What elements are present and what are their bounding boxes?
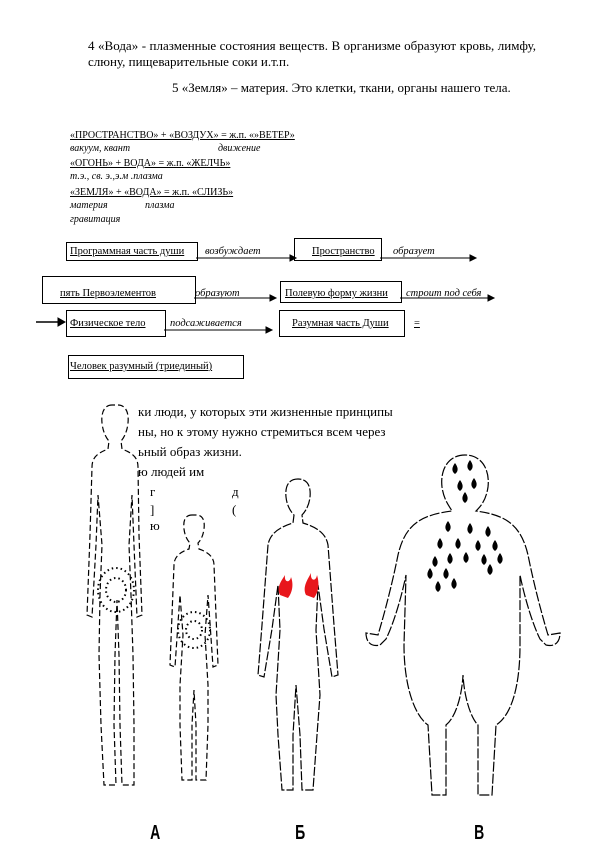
- figure-label-b: Б: [295, 822, 306, 844]
- flow-equals: =: [414, 318, 420, 329]
- formula-bile: «ОГОНЬ» + ВОДА» = ж.п. «ЖЕЛЧЬ»: [70, 158, 231, 169]
- figure-label-a: А: [150, 822, 161, 844]
- figure-b-body: [258, 479, 338, 790]
- flow-human: Человек разумный (триединый): [70, 361, 213, 372]
- formula-mucus-note-a: материя: [70, 200, 108, 211]
- cut-line-1: ки люди, у которых эти жизненные принципы: [138, 404, 393, 419]
- paragraph-earth: 5 «Земля» – материя. Это клетки, ткани, органы нашего тела.: [172, 80, 511, 95]
- cut-line-8: (: [232, 502, 237, 517]
- cut-line-9: ю: [150, 518, 160, 533]
- figure-a2-body: [170, 515, 218, 780]
- flow-field-form: Полевую форму жизни: [285, 288, 388, 299]
- flow-builds: строит под себя: [406, 288, 482, 299]
- cut-line-4: ю людей им: [138, 464, 205, 479]
- formula-mucus: «ЗЕМЛЯ» + «ВОДА» = ж.п. «СЛИЗЬ»: [70, 187, 234, 198]
- figures: [0, 395, 595, 815]
- flow-forms1: образует: [393, 246, 435, 257]
- cut-line-5: г: [150, 484, 156, 499]
- flow-forms2: образуют: [195, 288, 240, 299]
- cut-line-2: ны, но к этому нужно стремиться всем через: [138, 424, 386, 439]
- formula-mucus-note-b: плазма: [145, 200, 175, 211]
- flow-physical-body: Физическое тело: [70, 318, 146, 329]
- flow-attaches: подсаживается: [170, 318, 242, 329]
- flow-soul-program: Программная часть души: [70, 246, 185, 257]
- formula-wind: «ПРОСТРАНСТВО» + «ВОЗДУХ» = ж.п. «»ВЕТЕР»: [70, 130, 295, 141]
- cut-line-6: д: [232, 484, 239, 499]
- formula-wind-note-b: движение: [218, 143, 261, 154]
- figure-label-v: В: [474, 822, 485, 844]
- flow-five-elements: пять Первоэлементов: [60, 288, 157, 299]
- cut-line-3: ьный образ жизни.: [138, 444, 242, 459]
- formula-wind-note-a: вакуум, квант: [70, 143, 131, 154]
- figure-v-body: [366, 455, 560, 795]
- paragraph-water: 4 «Вода» - плазменные состояния веществ. В организме образуют кровь, лимфу, слюну, пищеварительные соки и.т.п.: [88, 38, 536, 69]
- flow-space: Пространство: [312, 246, 375, 257]
- formula-mucus-note-c: гравитация: [70, 214, 121, 225]
- cut-line-7: ]: [150, 502, 155, 517]
- flow-rational-soul: Разумная часть Души: [292, 318, 389, 329]
- formula-bile-note: т.э., св. э.,э.м .плазма: [70, 171, 163, 182]
- flow-arrows: [0, 0, 595, 420]
- flow-excites: возбуждает: [205, 246, 261, 257]
